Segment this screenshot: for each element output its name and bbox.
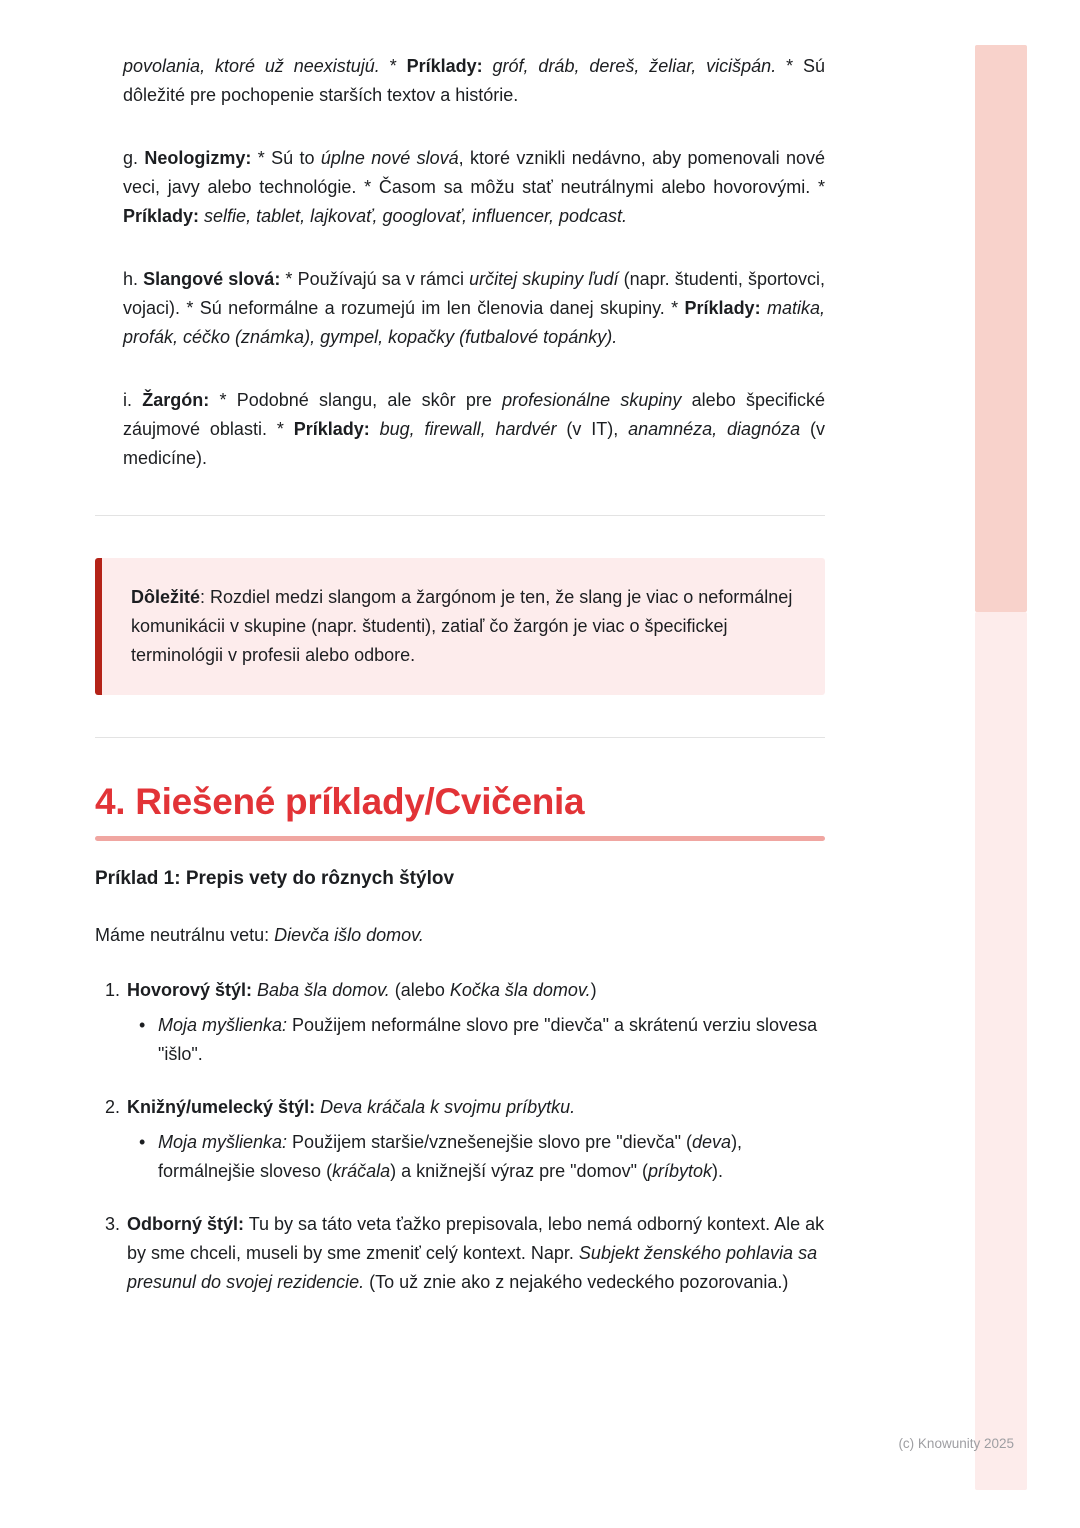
- heading-underline: [95, 836, 825, 841]
- example-intro: Máme neutrálnu vetu: Dievča išlo domov.: [95, 925, 424, 945]
- important-callout: [95, 558, 825, 695]
- paragraph-neologisms: g. Neologizmy: * Sú to úplne nové slová, ktoré vznikli nedávno, aby pomenovali nové veci, javy alebo technológie. * Časom sa môžu stať neutrálnymi alebo hovorovými. * Príklady: selfie, tablet, lajkovať, googlovať, influencer, podcast.: [123, 148, 825, 226]
- bullet-text: Moja myšlienka: Použijem neformálne slovo pre "dievča" a skrátenú verziu slovesa "išlo".: [158, 1015, 818, 1064]
- list-item-body: [127, 1210, 825, 1303]
- paragraph-slang-words: h. Slangové slová: * Používajú sa v rámci určitej skupiny ľudí (napr. študenti, športovci, vojaci). * Sú neformálne a rozumejú im len členovia danej skupiny. * Príklady: matika, profák, céčko (známka), gympel, kopačky (futbalové topánky).: [123, 269, 825, 347]
- list-item-body: [127, 1093, 825, 1186]
- list-item-text: Hovorový štýl: Baba šla domov. (alebo Kočka šla domov.): [127, 980, 597, 1000]
- page-edge-stripe-top: [975, 45, 1027, 612]
- bullet-item: [139, 1128, 825, 1186]
- list-item: [95, 976, 825, 1069]
- page-content: [95, 0, 825, 1303]
- exercise-list: [95, 976, 825, 1303]
- list-item: [95, 1210, 825, 1303]
- list-item-body: [127, 976, 825, 1069]
- bullet-dot: [139, 1011, 158, 1040]
- divider: [95, 737, 825, 738]
- list-item-number: 2.: [105, 1097, 121, 1117]
- divider: [95, 515, 825, 516]
- paragraph-historicisms-continued: povolania, ktoré už neexistujú. * Príklady: gróf, dráb, dereš, želiar, vicišpán. * Sú dôležité pre pochopenie starších textov a histórie.: [123, 56, 825, 105]
- list-item-text: Odborný štýl: Tu by sa táto veta ťažko prepisovala, lebo nemá odborný kontext. Ale ak by sme chceli, museli by sme zmeniť celý kontext. Napr. Subjekt ženského pohlavia sa presunul do svojej rezidencie. (To už znie ako z nejakého vedeckého pozorovania.): [127, 1214, 825, 1292]
- callout-text: Dôležité: Rozdiel medzi slangom a žargónom je ten, že slang je viac o neformálnej komunikácii v skupine (napr. študenti), zatiaľ čo žargón je viac o špecifickej terminológii v profesii alebo odbore.: [131, 587, 793, 665]
- bullet-dot: [139, 1128, 158, 1157]
- section-heading: 4. Riešené príklady/Cvičenia: [95, 781, 585, 822]
- page-edge-stripe-bottom: [975, 612, 1027, 1490]
- footer-credit: (c) Knowunity 2025: [898, 1436, 1014, 1451]
- list-item-number: 3.: [105, 1214, 121, 1234]
- bullet-text: Moja myšlienka: Použijem staršie/vznešenejšie slovo pre "dievča" (deva), formálnejšie sloveso (kráčala) a knižnejší výraz pre "domov" (príbytok).: [158, 1132, 743, 1181]
- list-item-number: 1.: [105, 980, 121, 1000]
- bullet-item: [139, 1011, 825, 1069]
- paragraph-jargon: i. Žargón: * Podobné slangu, ale skôr pre profesionálne skupiny alebo špecifické záujmové oblasti. * Príklady: bug, firewall, hardvér (v IT), anamnéza, diagnóza (v medicíne).: [123, 390, 825, 468]
- list-item-text: Knižný/umelecký štýl: Deva kráčala k svojmu príbytku.: [127, 1097, 576, 1117]
- list-item: [95, 1093, 825, 1186]
- example-title: Príklad 1: Prepis vety do rôznych štýlov: [95, 868, 455, 889]
